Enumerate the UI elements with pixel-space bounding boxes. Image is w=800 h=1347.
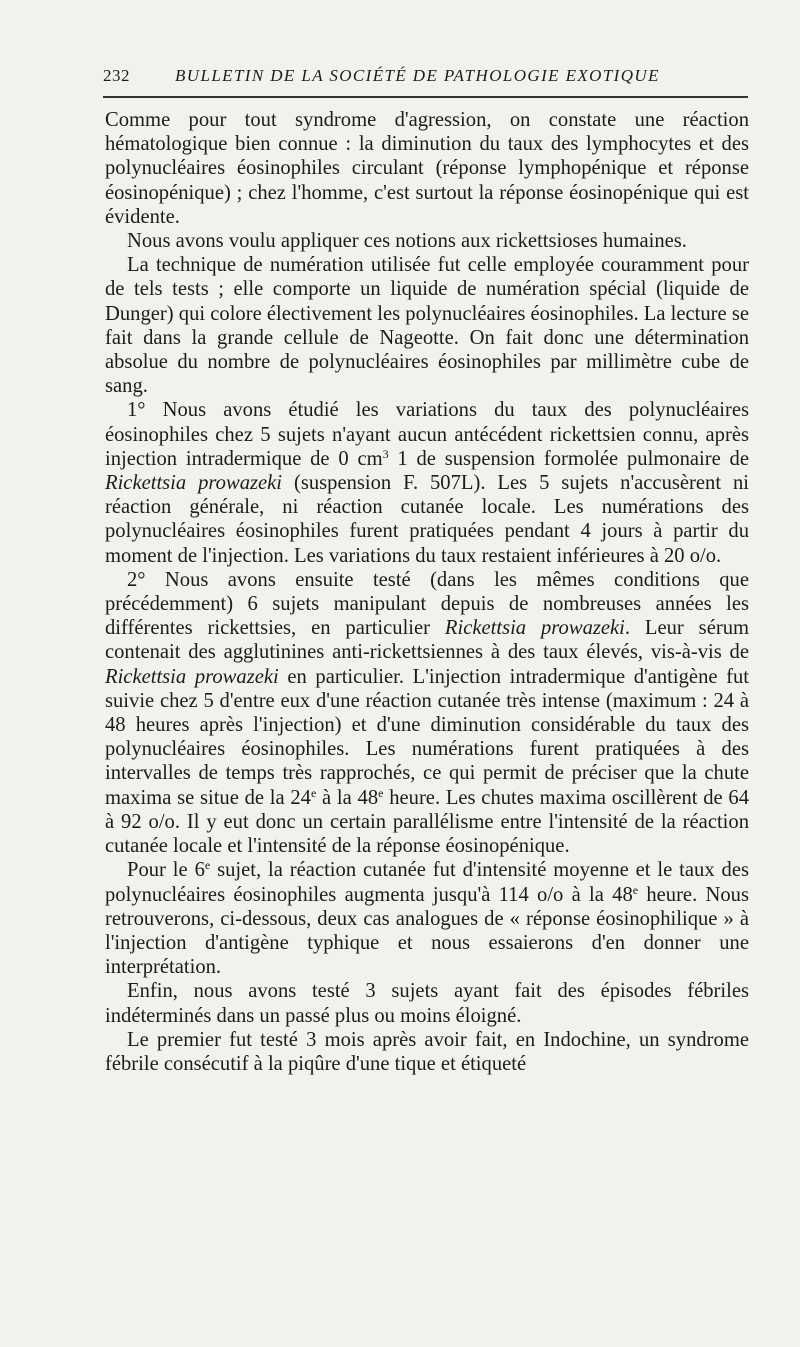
- paragraph-3: La technique de numération utilisée fut celle employée couramment pour de tels tests ; elle comporte un liquide de numération spécial (liquide de Dunger) qui colore électivement les polynucléaires éosinophiles. La lecture se fait dans la grande cellule de Nageotte. On fait donc une détermination absolue du nombre de polynucléaires éosinophiles par millimètre cube de sang.: [105, 254, 749, 398]
- text-run: sujet, la réaction cutanée fut d'intensité moyenne et le taux des polynucléaires éosinophiles augmenta jusqu'à 114 o/o à la 48: [105, 859, 749, 906]
- text-run: (suspension F. 507L). Les 5 sujets n'accusèrent ni réaction générale, ni réaction cutanée locale. Les numérations des polynucléaires éosinophiles furent pratiquées pendant 4 jours à partir du moment de l'injection. Les variations du taux restaient inférieures à 20 o/o.: [105, 472, 749, 567]
- superscript: e: [632, 882, 639, 897]
- article-body: [105, 108, 749, 1076]
- species-name: Rickettsia prowazeki: [105, 472, 283, 495]
- text-run: . Leur sérum contenait des agglutinines anti-rickettsiennes à des taux élevés, vis-à-vis de: [105, 617, 750, 664]
- paragraph-7: Enfin, nous avons testé 3 sujets ayant fait des épisodes fébriles indéterminés dans un passé plus ou moins éloigné.: [105, 980, 749, 1027]
- text-run: à la 48: [316, 786, 379, 809]
- paragraph-5: [105, 568, 749, 858]
- text-run: heure. Nous retrouverons, ci-dessous, deux cas analogues de « réponse éosinophilique » à l'injection d'antigène typhique et nous essaierons d'en donner une interprétation.: [105, 883, 749, 979]
- text-run: 1° Nous avons étudié les variations du taux des polynucléaires éosinophiles chez 5 sujets n'ayant aucun antécédent rickettsien connu, après injection intradermique de 0 cm: [105, 399, 749, 470]
- running-header: [103, 66, 743, 90]
- text-run: en particulier. L'injection intradermique d'antigène fut suivie chez 5 d'entre eux d'une réaction cutanée très intense (maximum : 24 à 48 heures après l'injection) et d'une diminution considérable du taux des polynucléaires éosinophiles. Les numérations furent pratiquées à des intervalles de temps très rapprochés, ce qui permit de préciser que la chute maxima se situe de la 24: [105, 665, 749, 809]
- paragraph-6: [105, 858, 749, 979]
- paragraph-4: [105, 398, 749, 567]
- header-rule: [103, 96, 748, 98]
- journal-title: BULLETIN DE LA SOCIÉTÉ DE PATHOLOGIE EXOTIQUE: [175, 66, 660, 85]
- paragraph-2: Nous avons voulu appliquer ces notions aux rickettsioses humaines.: [127, 230, 687, 253]
- page-number: 232: [103, 66, 130, 85]
- superscript: e: [204, 858, 211, 873]
- superscript: 3: [382, 446, 389, 461]
- paragraph-8: Le premier fut testé 3 mois après avoir fait, en Indochine, un syndrome fébrile consécutif à la piqûre d'une tique et étiqueté: [105, 1028, 749, 1075]
- species-name: Rickettsia prowazeki: [105, 665, 279, 688]
- superscript: e: [310, 785, 317, 800]
- species-name: Rickettsia prowazeki: [444, 617, 625, 640]
- paragraph-1: Comme pour tout syndrome d'agression, on constate une réaction hématologique bien connue : la diminution du taux des lymphocytes et des polynucléaires éosinophiles circulant (réponse lymphopénique et réponse éosinopénique) ; chez l'homme, c'est surtout la réponse éosinopénique qui est évidente.: [105, 109, 749, 228]
- superscript: e: [378, 785, 384, 800]
- text-run: heure. Les chutes maxima oscillèrent de 64 à 92 o/o. Il y eut donc un certain parallélisme entre l'intensité de la réaction cutanée locale et l'intensité de la réponse éosinopénique.: [105, 786, 750, 858]
- text-run: Pour le 6: [127, 859, 205, 882]
- text-run: 1 de suspension formolée pulmonaire de: [388, 447, 749, 470]
- text-run: 2° Nous avons ensuite testé (dans les mêmes conditions que précédemment) 6 sujets manipulant depuis de nombreuses années les différentes rickettsies, en particulier: [105, 568, 749, 640]
